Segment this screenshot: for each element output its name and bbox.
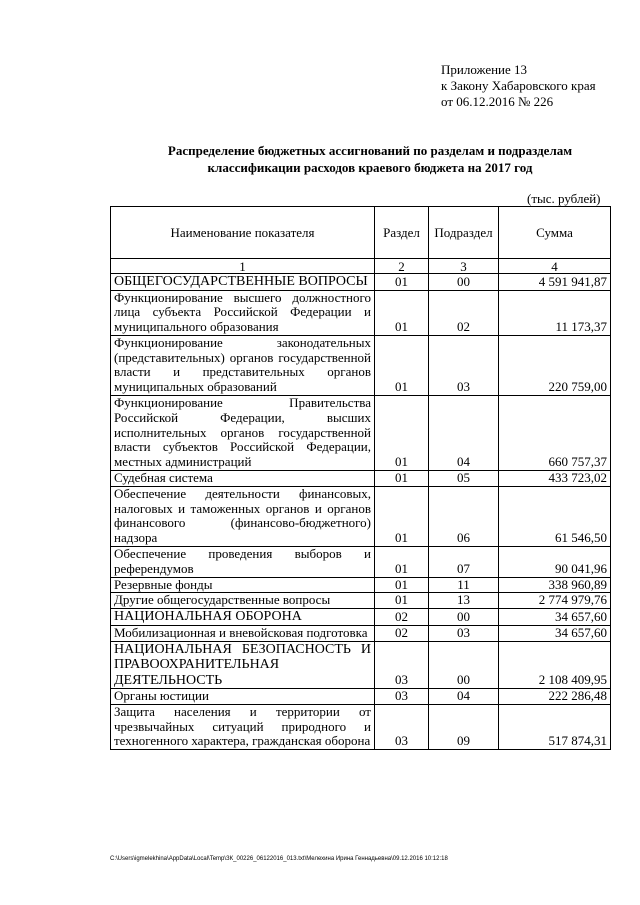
table-row <box>111 593 611 609</box>
column-number-row <box>111 259 611 274</box>
row-subsection: 05 <box>429 471 499 487</box>
row-section: 01 <box>375 486 429 546</box>
row-section: 02 <box>375 625 429 641</box>
column-number: 4 <box>499 259 611 274</box>
row-name: Защита населения и территории от чрезвычайных ситуаций природного и техногенного характера, гражданская оборона <box>111 704 375 749</box>
row-subsection: 03 <box>429 625 499 641</box>
row-section: 01 <box>375 547 429 578</box>
row-name: НАЦИОНАЛЬНАЯ БЕЗОПАСНОСТЬ И ПРАВООХРАНИТЕЛЬНАЯ ДЕЯТЕЛЬНОСТЬ <box>111 641 375 689</box>
row-amount: 338 960,89 <box>499 577 611 593</box>
column-number: 3 <box>429 259 499 274</box>
row-section: 03 <box>375 689 429 705</box>
row-name: Мобилизационная и вневойсковая подготовка <box>111 625 375 641</box>
row-section: 03 <box>375 704 429 749</box>
row-subsection: 06 <box>429 486 499 546</box>
row-amount: 11 173,37 <box>499 290 611 335</box>
table-row <box>111 577 611 593</box>
appendix-number: Приложение 13 <box>441 62 528 77</box>
table-row <box>111 625 611 641</box>
table-row <box>111 689 611 705</box>
column-number: 2 <box>375 259 429 274</box>
row-name: Другие общегосударственные вопросы <box>111 593 375 609</box>
appendix-block <box>441 62 596 110</box>
row-amount: 34 657,60 <box>499 625 611 641</box>
row-section: 01 <box>375 274 429 291</box>
row-section: 01 <box>375 396 429 471</box>
table-row <box>111 396 611 471</box>
column-header-section: Раздел <box>375 207 429 259</box>
budget-table <box>110 206 611 750</box>
row-subsection: 02 <box>429 290 499 335</box>
row-amount: 517 874,31 <box>499 704 611 749</box>
row-section: 01 <box>375 577 429 593</box>
document-title <box>110 142 630 176</box>
row-section: 01 <box>375 335 429 395</box>
appendix-law: к Закону Хабаровского края <box>441 78 596 93</box>
row-amount: 61 546,50 <box>499 486 611 546</box>
row-amount: 34 657,60 <box>499 609 611 626</box>
row-section: 03 <box>375 641 429 689</box>
column-header-amount: Сумма <box>499 207 611 259</box>
appendix-date: от 06.12.2016 № 226 <box>441 94 554 109</box>
row-amount: 90 041,96 <box>499 547 611 578</box>
row-name: Резервные фонды <box>111 577 375 593</box>
row-amount: 2 774 979,76 <box>499 593 611 609</box>
title-line-2: классификации расходов краевого бюджета на 2017 год <box>207 160 533 175</box>
row-section: 01 <box>375 471 429 487</box>
row-subsection: 00 <box>429 609 499 626</box>
column-header-subsection: Подраздел <box>429 207 499 259</box>
table-row <box>111 547 611 578</box>
row-section: 01 <box>375 290 429 335</box>
row-name: Обеспечение деятельности финансовых, налоговых и таможенных органов и органов финансового (финансово-бюджетного) надзора <box>111 486 375 546</box>
row-subsection: 13 <box>429 593 499 609</box>
table-row <box>111 290 611 335</box>
row-name: ОБЩЕГОСУДАРСТВЕННЫЕ ВОПРОСЫ <box>111 274 375 291</box>
table-body <box>111 274 611 750</box>
row-subsection: 04 <box>429 396 499 471</box>
column-number: 1 <box>111 259 375 274</box>
row-name: Функционирование законодательных (представительных) органов государственной власти и представительных органов муниципальных образований <box>111 335 375 395</box>
row-subsection: 00 <box>429 274 499 291</box>
row-subsection: 11 <box>429 577 499 593</box>
row-amount: 433 723,02 <box>499 471 611 487</box>
row-name: НАЦИОНАЛЬНАЯ ОБОРОНА <box>111 609 375 626</box>
title-line-1: Распределение бюджетных ассигнований по разделам и подразделам <box>167 143 573 158</box>
table-row <box>111 609 611 626</box>
table-row <box>111 641 611 689</box>
row-subsection: 03 <box>429 335 499 395</box>
column-header-name: Наименование показателя <box>111 207 375 259</box>
table-row <box>111 704 611 749</box>
table-row <box>111 335 611 395</box>
row-subsection: 04 <box>429 689 499 705</box>
row-name: Судебная система <box>111 471 375 487</box>
table-row <box>111 471 611 487</box>
row-amount: 222 286,48 <box>499 689 611 705</box>
table-header-row <box>111 207 611 259</box>
row-amount: 2 108 409,95 <box>499 641 611 689</box>
row-name: Функционирование Правительства Российской Федерации, высших исполнительных органов государственной власти субъектов Российской Федерации, местных администраций <box>111 396 375 471</box>
row-amount: 660 757,37 <box>499 396 611 471</box>
table-row <box>111 274 611 291</box>
row-subsection: 09 <box>429 704 499 749</box>
row-name: Обеспечение проведения выборов и референдумов <box>111 547 375 578</box>
table-row <box>111 486 611 546</box>
file-path-footer: C:\Users\igmelekhina\AppData\Local\Temp\ЗК_00226_06122016_013.txt\Мелехина Ирина Геннадьевна\09.12.2016 10:12:18 <box>110 856 448 862</box>
row-section: 01 <box>375 593 429 609</box>
row-amount: 220 759,00 <box>499 335 611 395</box>
row-amount: 4 591 941,87 <box>499 274 611 291</box>
row-section: 02 <box>375 609 429 626</box>
row-name: Функционирование высшего должностного лица субъекта Российской Федерации и муниципального образования <box>111 290 375 335</box>
row-subsection: 00 <box>429 641 499 689</box>
units-label: (тыс. рублей) <box>527 191 601 206</box>
row-subsection: 07 <box>429 547 499 578</box>
row-name: Органы юстиции <box>111 689 375 705</box>
